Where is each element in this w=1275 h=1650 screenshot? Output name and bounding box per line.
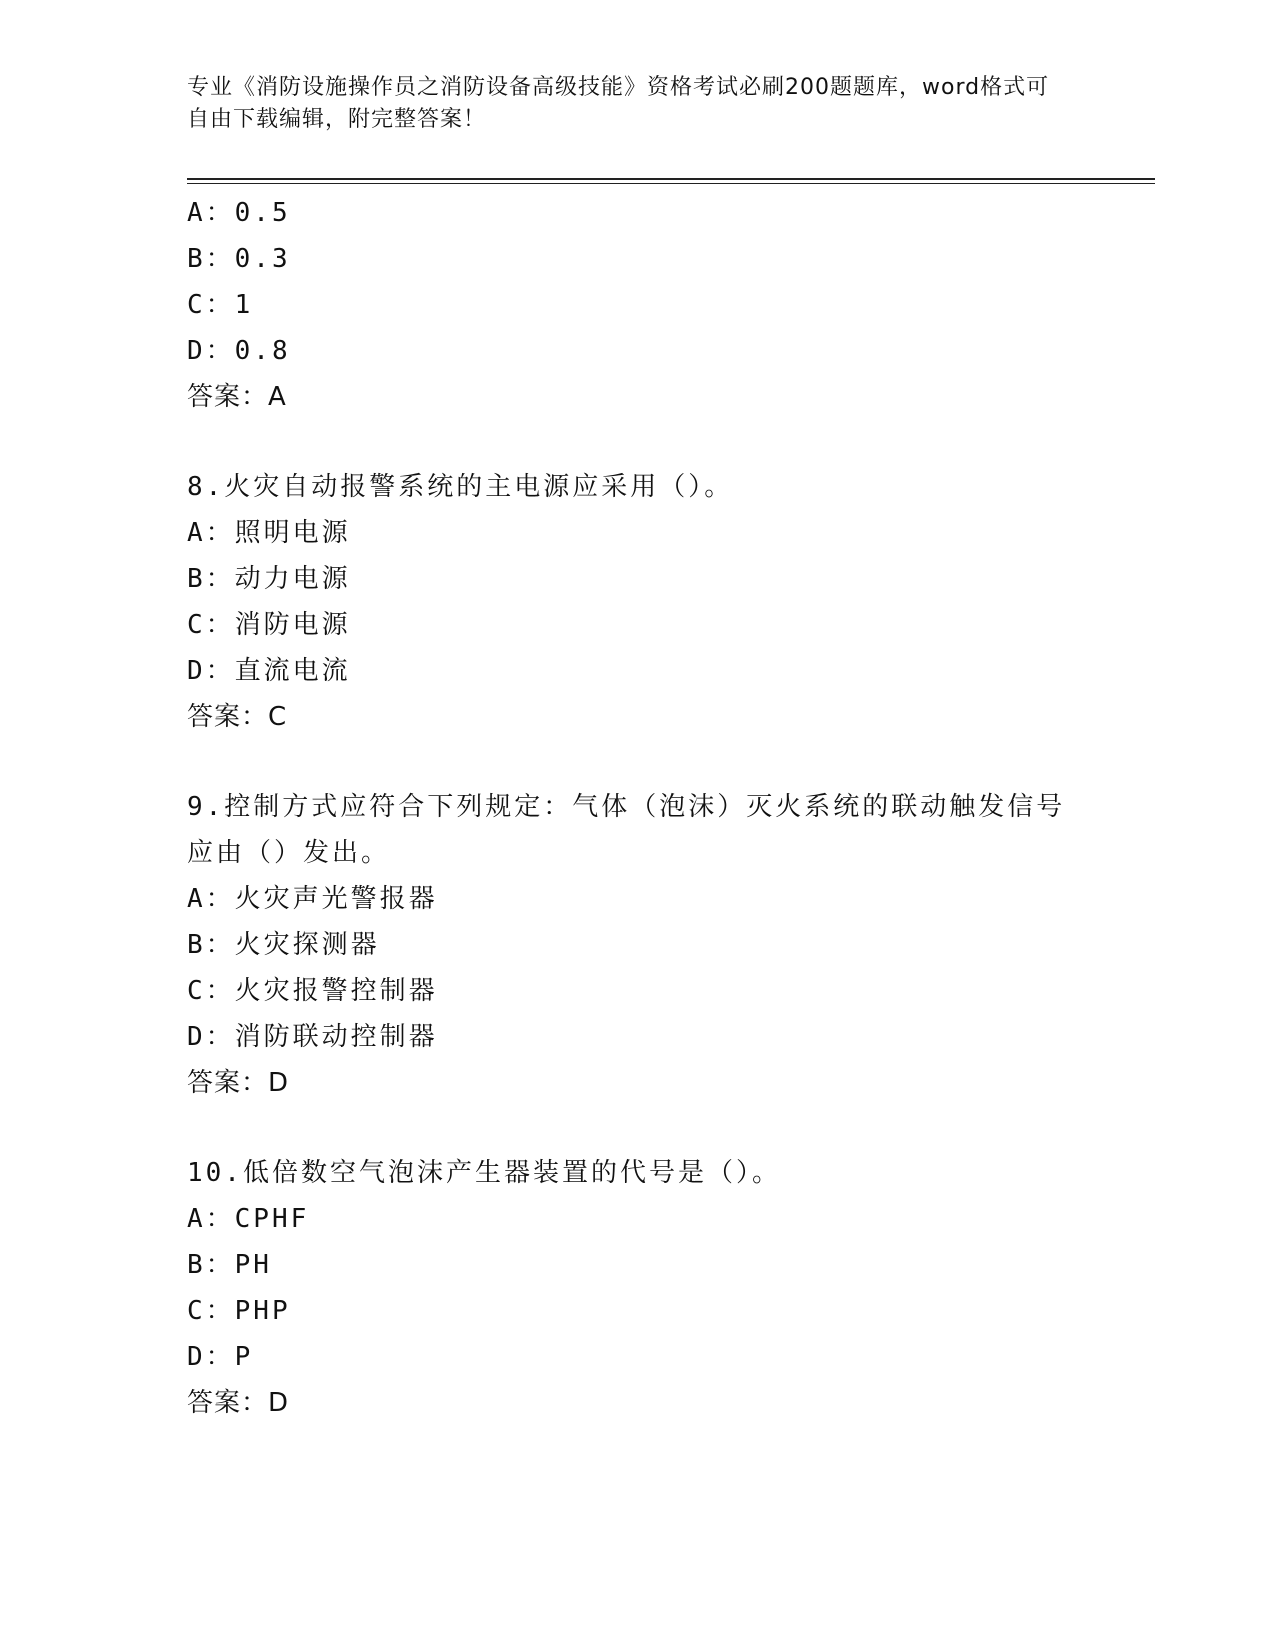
option-b: B：0.3 [187, 244, 291, 274]
spacer [187, 1106, 1087, 1150]
question-text: 10.低倍数空气泡沫产生器装置的代号是（）。 [187, 1158, 781, 1188]
option-b: B：火灾探测器 [187, 930, 380, 960]
option-c: C：火灾报警控制器 [187, 976, 438, 1006]
question-block-8 [187, 464, 1087, 740]
option-c: C：消防电源 [187, 610, 351, 640]
header-rule-thin [187, 183, 1155, 184]
document-header: 专业《消防设施操作员之消防设备高级技能》资格考试必刷200题题库，word格式可自由下载编辑，附完整答案！ [187, 75, 1050, 132]
answer-line: 答案：D [187, 1388, 290, 1418]
question-block-9 [187, 784, 1087, 1106]
option-a: A：照明电源 [187, 518, 351, 548]
option-c: C：1 [187, 290, 254, 320]
answer-line: 答案：D [187, 1068, 290, 1098]
option-d: D：直流电流 [187, 656, 351, 686]
option-d: D：消防联动控制器 [187, 1022, 438, 1052]
spacer [187, 420, 1087, 464]
spacer [187, 740, 1087, 784]
answer-line: 答案：C [187, 702, 288, 732]
option-a: A：CPHF [187, 1204, 310, 1234]
answer-line: 答案：A [187, 382, 287, 412]
option-a: A：0.5 [187, 198, 291, 228]
option-b: B：PH [187, 1250, 272, 1280]
question-list [187, 190, 1087, 1426]
option-d: D：P [187, 1342, 254, 1372]
question-block-7 [187, 190, 1087, 420]
option-a: A：火灾声光警报器 [187, 884, 438, 914]
header-rule-thick [187, 178, 1155, 180]
option-c: C：PHP [187, 1296, 291, 1326]
question-text: 8.火灾自动报警系统的主电源应采用（）。 [187, 472, 734, 502]
question-block-10 [187, 1150, 1087, 1426]
option-d: D：0.8 [187, 336, 291, 366]
option-b: B：动力电源 [187, 564, 351, 594]
question-text: 9.控制方式应符合下列规定：气体（泡沫）灭火系统的联动触发信号应由（）发出。 [187, 792, 1066, 868]
